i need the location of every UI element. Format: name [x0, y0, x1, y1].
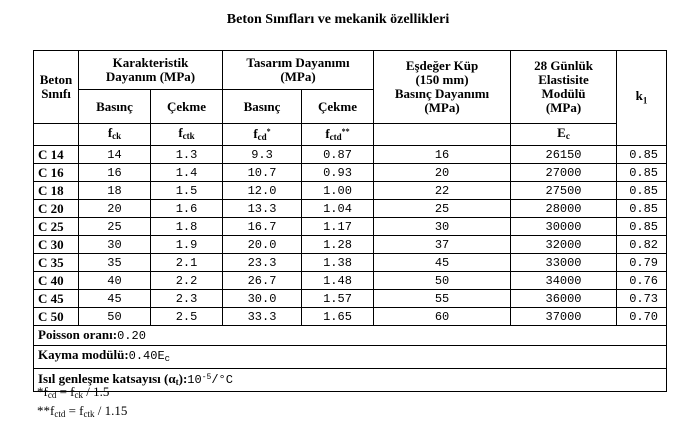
fctd-cell: 1.57	[302, 290, 374, 308]
header-karakteristik: Karakteristik Dayanım (MPa)	[79, 51, 223, 90]
fck-cell: 40	[79, 272, 151, 290]
cube-strength-cell: 37	[374, 236, 511, 254]
class-cell: C 30	[34, 236, 79, 254]
fcd-cell: 33.3	[223, 308, 302, 326]
footnotes	[37, 384, 127, 422]
fcd-cell: 13.3	[223, 200, 302, 218]
fcd-cell: 23.3	[223, 254, 302, 272]
cube-strength-cell: 16	[374, 146, 511, 164]
fck-cell: 20	[79, 200, 151, 218]
class-cell: C 35	[34, 254, 79, 272]
class-cell: C 20	[34, 200, 79, 218]
k1-cell: 0.85	[617, 200, 667, 218]
fctk-cell: 1.5	[151, 182, 223, 200]
fcd-cell: 12.0	[223, 182, 302, 200]
kayma-value: $0.40E_c$	[128, 349, 171, 364]
fctd-cell: 1.17	[302, 218, 374, 236]
fctd-cell: 1.28	[302, 236, 374, 254]
fcd-cell: 30.0	[223, 290, 302, 308]
table-row	[34, 254, 667, 272]
header-tasarim-basinc: Basınç	[223, 90, 302, 124]
class-cell: C 25	[34, 218, 79, 236]
table-row	[34, 146, 667, 164]
header-karakteristik-basinc: Basınç	[79, 90, 151, 124]
elastic-modulus-cell: 37000	[511, 308, 617, 326]
header-tasarim-cekme: Çekme	[302, 90, 374, 124]
fcd-cell: 10.7	[223, 164, 302, 182]
fck-cell: 35	[79, 254, 151, 272]
k1-cell: 0.85	[617, 182, 667, 200]
class-cell: C 18	[34, 182, 79, 200]
k1-cell: 0.85	[617, 218, 667, 236]
fctd-cell: 1.65	[302, 308, 374, 326]
elastic-modulus-cell: 28000	[511, 200, 617, 218]
elastic-modulus-cell: 27000	[511, 164, 617, 182]
k1-cell: 0.73	[617, 290, 667, 308]
k1-cell: 0.85	[617, 164, 667, 182]
header-elastisite: 28 Günlük Elastisite Modülü (MPa)	[511, 51, 617, 124]
fcd-cell: 26.7	[223, 272, 302, 290]
fctk-cell: 2.2	[151, 272, 223, 290]
fck-cell: 14	[79, 146, 151, 164]
cube-strength-cell: 22	[374, 182, 511, 200]
class-cell: C 40	[34, 272, 79, 290]
elastic-modulus-cell: 34000	[511, 272, 617, 290]
header-kup: Eşdeğer Küp (150 mm) Basınç Dayanımı (MPa)	[374, 51, 511, 124]
symbol-fctk: $f_{ctk}$	[151, 124, 223, 146]
fck-cell: 50	[79, 308, 151, 326]
header-tasarim: Tasarım Dayanımı (MPa)	[223, 51, 374, 90]
fck-cell: 16	[79, 164, 151, 182]
symbol-fctd: $f_{ctd}^{**}$	[302, 124, 374, 146]
header-karakteristik-cekme: Çekme	[151, 90, 223, 124]
table-row	[34, 164, 667, 182]
fctd-cell: 1.38	[302, 254, 374, 272]
fctk-cell: 2.5	[151, 308, 223, 326]
symbol-fck: $f_{ck}$	[79, 124, 151, 146]
elastic-modulus-cell: 32000	[511, 236, 617, 254]
elastic-modulus-cell: 30000	[511, 218, 617, 236]
elastic-modulus-cell: 33000	[511, 254, 617, 272]
fctk-cell: 1.6	[151, 200, 223, 218]
fctd-cell: 0.87	[302, 146, 374, 164]
poisson-row	[34, 326, 667, 346]
poisson-value: 0.20	[117, 329, 146, 343]
kayma-label: Kayma modülü:	[38, 347, 129, 362]
header-beton-sinifi: Beton Sınıfı	[34, 51, 79, 124]
fctk-cell: 1.8	[151, 218, 223, 236]
table-row	[34, 236, 667, 254]
symbol-ec: $E_c$	[511, 124, 617, 146]
header-k1: $k_1$	[617, 51, 667, 146]
cube-strength-cell: 25	[374, 200, 511, 218]
elastic-modulus-cell: 36000	[511, 290, 617, 308]
isil-value: $10^{-5}/^\circ C$	[187, 373, 233, 387]
class-cell: C 16	[34, 164, 79, 182]
isil-row	[34, 369, 667, 392]
cube-strength-cell: 30	[374, 218, 511, 236]
kayma-row	[34, 346, 667, 369]
k1-cell: 0.82	[617, 236, 667, 254]
isil-label: Isıl genleşme katsayısı $(\alpha_t)$:	[38, 371, 188, 387]
fctk-cell: 1.4	[151, 164, 223, 182]
table-row	[34, 272, 667, 290]
fctd-cell: 0.93	[302, 164, 374, 182]
class-cell: C 45	[34, 290, 79, 308]
k1-cell: 0.79	[617, 254, 667, 272]
cube-strength-cell: 60	[374, 308, 511, 326]
fctk-cell: 1.9	[151, 236, 223, 254]
symbol-empty	[374, 124, 511, 146]
fck-cell: 18	[79, 182, 151, 200]
fck-cell: 25	[79, 218, 151, 236]
fctk-cell: 2.3	[151, 290, 223, 308]
fck-cell: 30	[79, 236, 151, 254]
class-cell: C 14	[34, 146, 79, 164]
table-row	[34, 218, 667, 236]
elastic-modulus-cell: 27500	[511, 182, 617, 200]
k1-cell: 0.76	[617, 272, 667, 290]
concrete-class-table	[33, 50, 667, 392]
cube-strength-cell: 45	[374, 254, 511, 272]
table-row	[34, 290, 667, 308]
symbol-empty	[34, 124, 79, 146]
fctk-cell: 1.3	[151, 146, 223, 164]
class-cell: C 50	[34, 308, 79, 326]
fctd-cell: 1.00	[302, 182, 374, 200]
fctd-cell: 1.48	[302, 272, 374, 290]
fcd-cell: 20.0	[223, 236, 302, 254]
symbol-fcd: $f_{cd}^*$	[223, 124, 302, 146]
fcd-cell: 16.7	[223, 218, 302, 236]
elastic-modulus-cell: 26150	[511, 146, 617, 164]
poisson-label: Poisson oranı:	[38, 327, 118, 342]
cube-strength-cell: 50	[374, 272, 511, 290]
table-row	[34, 182, 667, 200]
table-row	[34, 308, 667, 326]
table-row	[34, 200, 667, 218]
cube-strength-cell: 55	[374, 290, 511, 308]
footnote-fctd: $**f_{ctd} = f_{ctk} / 1.15$	[37, 403, 128, 419]
fck-cell: 45	[79, 290, 151, 308]
fctd-cell: 1.04	[302, 200, 374, 218]
k1-cell: 0.85	[617, 146, 667, 164]
fctk-cell: 2.1	[151, 254, 223, 272]
table-title: Beton Sınıfları ve mekanik özellikleri	[226, 12, 450, 27]
footnote-fcd: $*f_{cd} = f_{ck} / 1.5$	[37, 384, 110, 400]
k1-cell: 0.70	[617, 308, 667, 326]
fcd-cell: 9.3	[223, 146, 302, 164]
cube-strength-cell: 20	[374, 164, 511, 182]
